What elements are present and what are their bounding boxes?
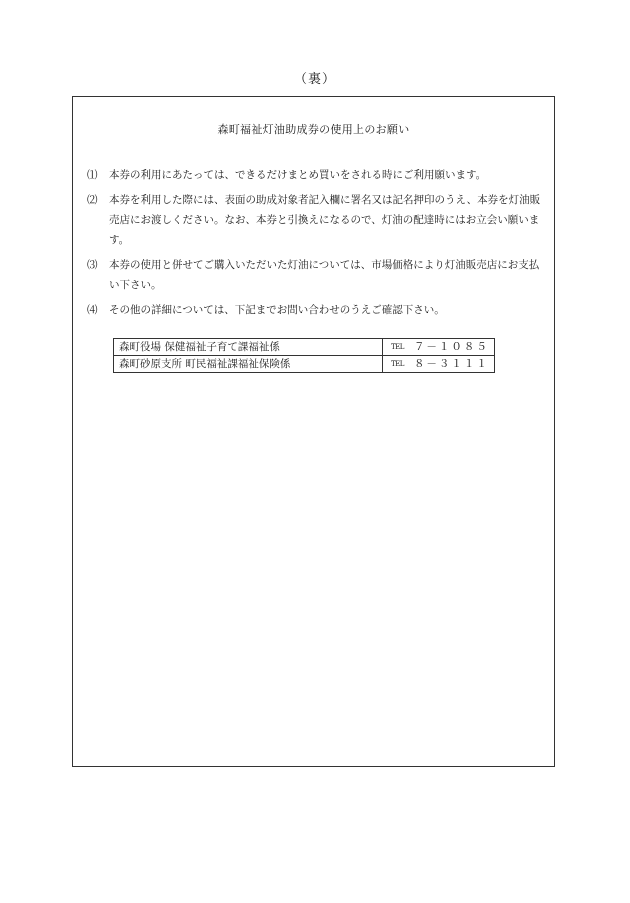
phone-number: ８－３１１１ xyxy=(413,358,489,370)
page-label: （裏） xyxy=(293,72,336,87)
item-number: ⑶ xyxy=(87,259,98,271)
item-text: 本券の使用と併せてご購入いただいた灯油については、市場価格により灯油販売店にお支払い下さい。 xyxy=(109,259,540,291)
contact-row xyxy=(114,339,495,356)
item-text: 本券の利用にあたっては、できるだけまとめ買いをされる時にご利用願います。 xyxy=(109,169,487,181)
contact-row xyxy=(114,356,495,373)
instruction-list xyxy=(87,165,549,325)
item-number: ⑴ xyxy=(87,169,98,181)
tel-label: TEL xyxy=(391,343,404,351)
tel-label: TEL xyxy=(391,360,404,368)
notice-frame xyxy=(72,96,555,767)
phone-cell xyxy=(383,356,495,373)
instruction-item xyxy=(87,190,549,250)
item-number: ⑵ xyxy=(87,194,98,206)
item-text: その他の詳細については、下記までお問い合わせのうえご確認下さい。 xyxy=(109,304,445,316)
office-name: 森町役場 保健福祉子育て課福祉係 xyxy=(114,339,383,356)
document-title: 森町福祉灯油助成券の使用上のお願い xyxy=(217,123,410,136)
phone-cell xyxy=(383,339,495,356)
office-name: 森町砂原支所 町民福祉課福祉保険係 xyxy=(114,356,383,373)
instruction-item xyxy=(87,165,549,185)
item-number: ⑷ xyxy=(87,304,98,316)
contact-table xyxy=(113,338,495,373)
instruction-item xyxy=(87,300,549,320)
item-text: 本券を利用した際には、表面の助成対象者記入欄に署名又は記名押印のうえ、本券を灯油販売店にお渡しください。なお、本券と引換えになるので、灯油の配達時にはお立会い願います。 xyxy=(109,194,541,246)
instruction-item xyxy=(87,255,549,295)
phone-number: ７－１０８５ xyxy=(413,341,489,353)
